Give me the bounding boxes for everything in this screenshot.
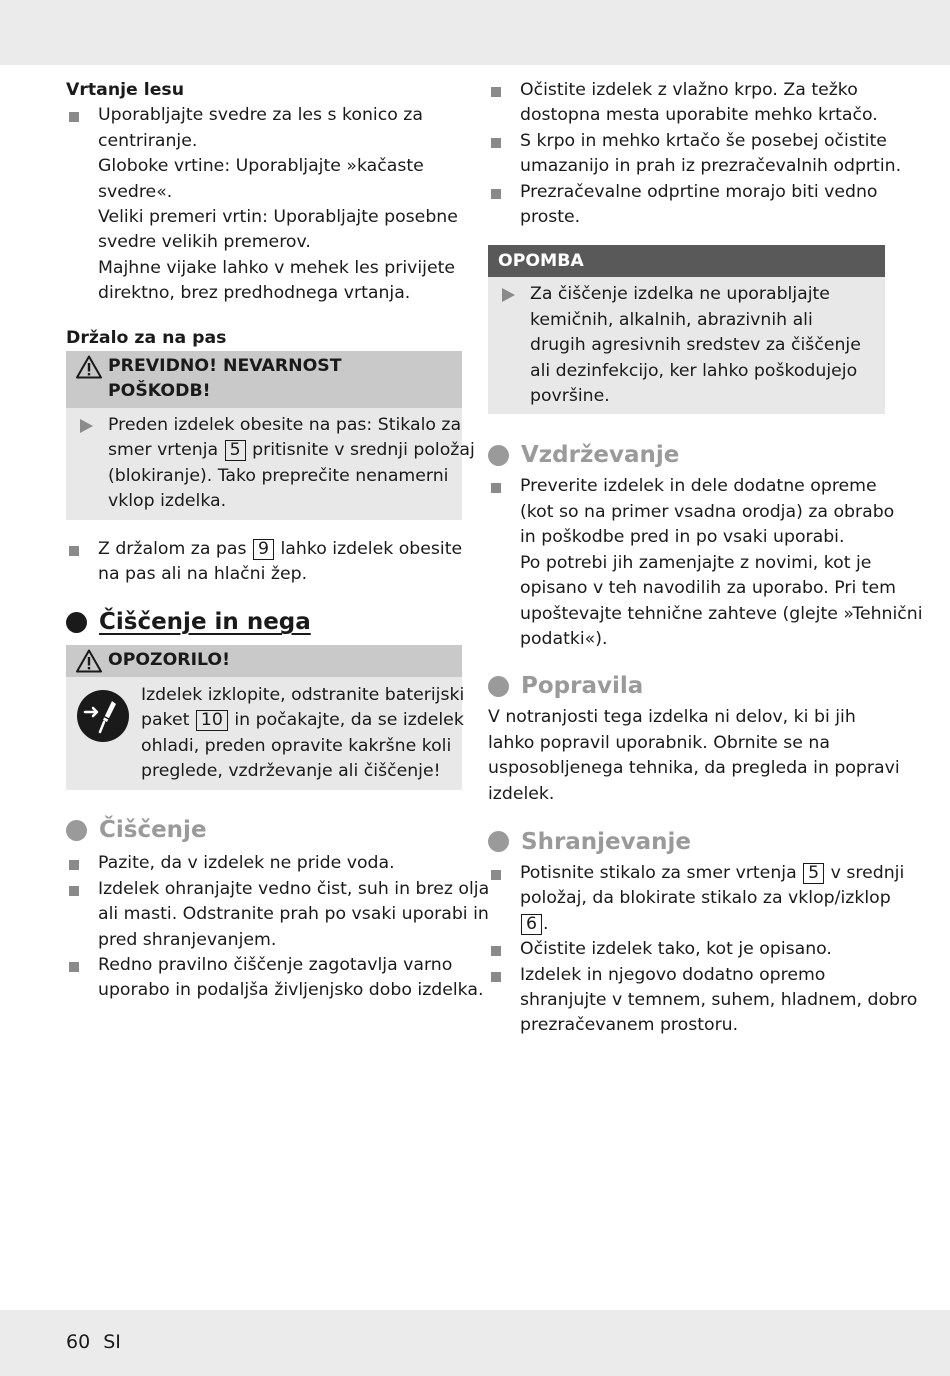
square-bullet-icon [491, 870, 501, 880]
cleaning-list [66, 851, 490, 1003]
page-footer [66, 1331, 134, 1353]
arrow-bullet-icon [502, 288, 515, 302]
list-item: Očistite izdelek tako, kot je opisano. [488, 937, 885, 962]
belt-clip-list [66, 537, 462, 588]
square-bullet-icon [491, 483, 501, 493]
square-bullet-icon [491, 138, 501, 148]
section-dot-icon [488, 445, 509, 466]
part-number-badge: 9 [253, 539, 274, 560]
list-item: Izdelek in njegovo dodatno opremo shranjujte v temnem, suhem, hladnem, dobro prezračevanem prostoru. [488, 963, 885, 1039]
list-item: Očistite izdelek z vlažno krpo. Za težko dostopna mesta uporabite mehko krtačo. [488, 78, 885, 129]
footer-bar [0, 1310, 950, 1376]
maintenance-list [488, 474, 923, 652]
part-number-badge: 5 [803, 863, 824, 884]
part-number-badge: 5 [225, 440, 246, 461]
maintenance-heading: Vzdrževanje [488, 440, 885, 470]
list-item: Redno pravilno čiščenje zagotavlja varno uporabo in podaljša življenjsko dobo izdelka. [66, 953, 462, 1004]
note-box [488, 245, 885, 414]
caution-body [66, 408, 475, 520]
warning-triangle-icon [76, 355, 102, 379]
warning-header [66, 645, 462, 676]
caution-title-line-2: POŠKODB! [108, 381, 211, 402]
square-bullet-icon [69, 860, 79, 870]
note-header: OPOMBA [488, 245, 885, 277]
list-item: Pazite, da v izdelek ne pride voda. [66, 851, 462, 876]
caution-header [66, 351, 462, 408]
page-number: 60 [66, 1331, 91, 1353]
repairs-paragraph: V notranjosti tega izdelka ni delov, ki bi jih lahko popravil uporabnik. Obrnite se na usposobljenega tehnika, da pregleda in popravi izdelek. [488, 707, 900, 804]
square-bullet-icon [69, 112, 79, 122]
caution-title-line-1: PREVIDNO! NEVARNOST [108, 356, 342, 377]
drilling-wood-heading: Vrtanje lesu [66, 80, 185, 100]
list-item: S krpo in mehko krtačo še posebej očistite umazanijo in prah iz prezračevalnih odprtin. [488, 129, 885, 180]
list-item: Prezračevalne odprtine morajo biti vedno proste. [488, 180, 885, 231]
right-column [488, 78, 923, 1039]
section-dot-icon [66, 612, 87, 633]
warning-box [66, 645, 465, 790]
warning-title: OPOZORILO! [108, 650, 230, 671]
square-bullet-icon [69, 886, 79, 896]
drilling-wood-list [66, 103, 462, 306]
section-dot-icon [488, 831, 509, 852]
cleaning-heading: Čiščenje [66, 815, 462, 845]
square-bullet-icon [69, 546, 79, 556]
list-item: Potisnite stikalo za smer vrtenja 5 v srednji položaj, da blokirate stikalo za vklop/izklop 6 . [488, 861, 885, 937]
section-dot-icon [488, 676, 509, 697]
repairs-heading: Popravila [488, 671, 885, 701]
belt-clip-heading: Držalo za na pas [66, 327, 227, 348]
cleaning-continued-list [488, 78, 902, 230]
warning-body [66, 677, 465, 791]
arrow-bullet-icon [80, 419, 93, 433]
cleaning-care-heading: Čiščenje in nega [66, 607, 462, 637]
list-item: Uporabljajte svedre za les s konico za centriranje. Globoke vrtine: Uporabljajte »kačaste svedre«. Veliki premeri vrtin: Uporabljajte posebne svedre velikih premerov. Majhne vijake lahko v mehek les privijete direktno, brez predhodnega vrtanja. [66, 103, 462, 306]
square-bullet-icon [69, 962, 79, 972]
warning-text: Izdelek izklopite, odstranite baterijski paket 10 in počakajte, da se izdelek ohladi, preden opravite kakršne koli preglede, vzdrževanje ali čiščenje! [141, 684, 465, 781]
part-number-badge: 10 [196, 710, 228, 731]
note-body [488, 277, 885, 414]
section-dot-icon [66, 820, 87, 841]
list-item: Izdelek ohranjajte vedno čist, suh in brez olja ali masti. Odstranite prah po vsaki uporabi in pred shranjevanjem. [66, 877, 462, 953]
square-bullet-icon [491, 87, 501, 97]
list-item: Z držalom za pas 9 lahko izdelek obesite na pas ali na hlačni žep. [66, 537, 462, 588]
part-number-badge: 6 [521, 914, 542, 935]
warning-triangle-icon [76, 649, 102, 673]
caution-box [66, 351, 475, 519]
note-instruction: Za čiščenje izdelka ne uporabljajte kemičnih, alkalnih, abrazivnih ali drugih agresivnih sredstev za čiščenje ali dezinfekcijo, ker lahko poškodujejo površine. [498, 282, 875, 409]
square-bullet-icon [491, 972, 501, 982]
left-column [66, 78, 490, 1004]
storage-heading: Shranjevanje [488, 827, 885, 857]
caution-instruction: Preden izdelek obesite na pas: Stikalo za smer vrtenja 5 pritisnite v srednji položaj (blokiranje). Tako preprečite nenamerni vklop izdelka. [76, 413, 452, 515]
storage-list [488, 861, 918, 1039]
language-code: SI [103, 1331, 121, 1353]
square-bullet-icon [491, 189, 501, 199]
list-item: Preverite izdelek in dele dodatne opreme (kot so na primer vsadna orodja) za obrabo in poškodbe pred in po vsaki uporabi. Po potrebi jih zamenjajte z novimi, kot je opisano v teh navodilih za uporabo. Pri tem upoštevajte tehnične zahteve (glejte »Tehnični podatki«). [488, 474, 885, 652]
header-bar [0, 0, 950, 65]
square-bullet-icon [491, 946, 501, 956]
disconnect-power-icon [76, 689, 130, 743]
